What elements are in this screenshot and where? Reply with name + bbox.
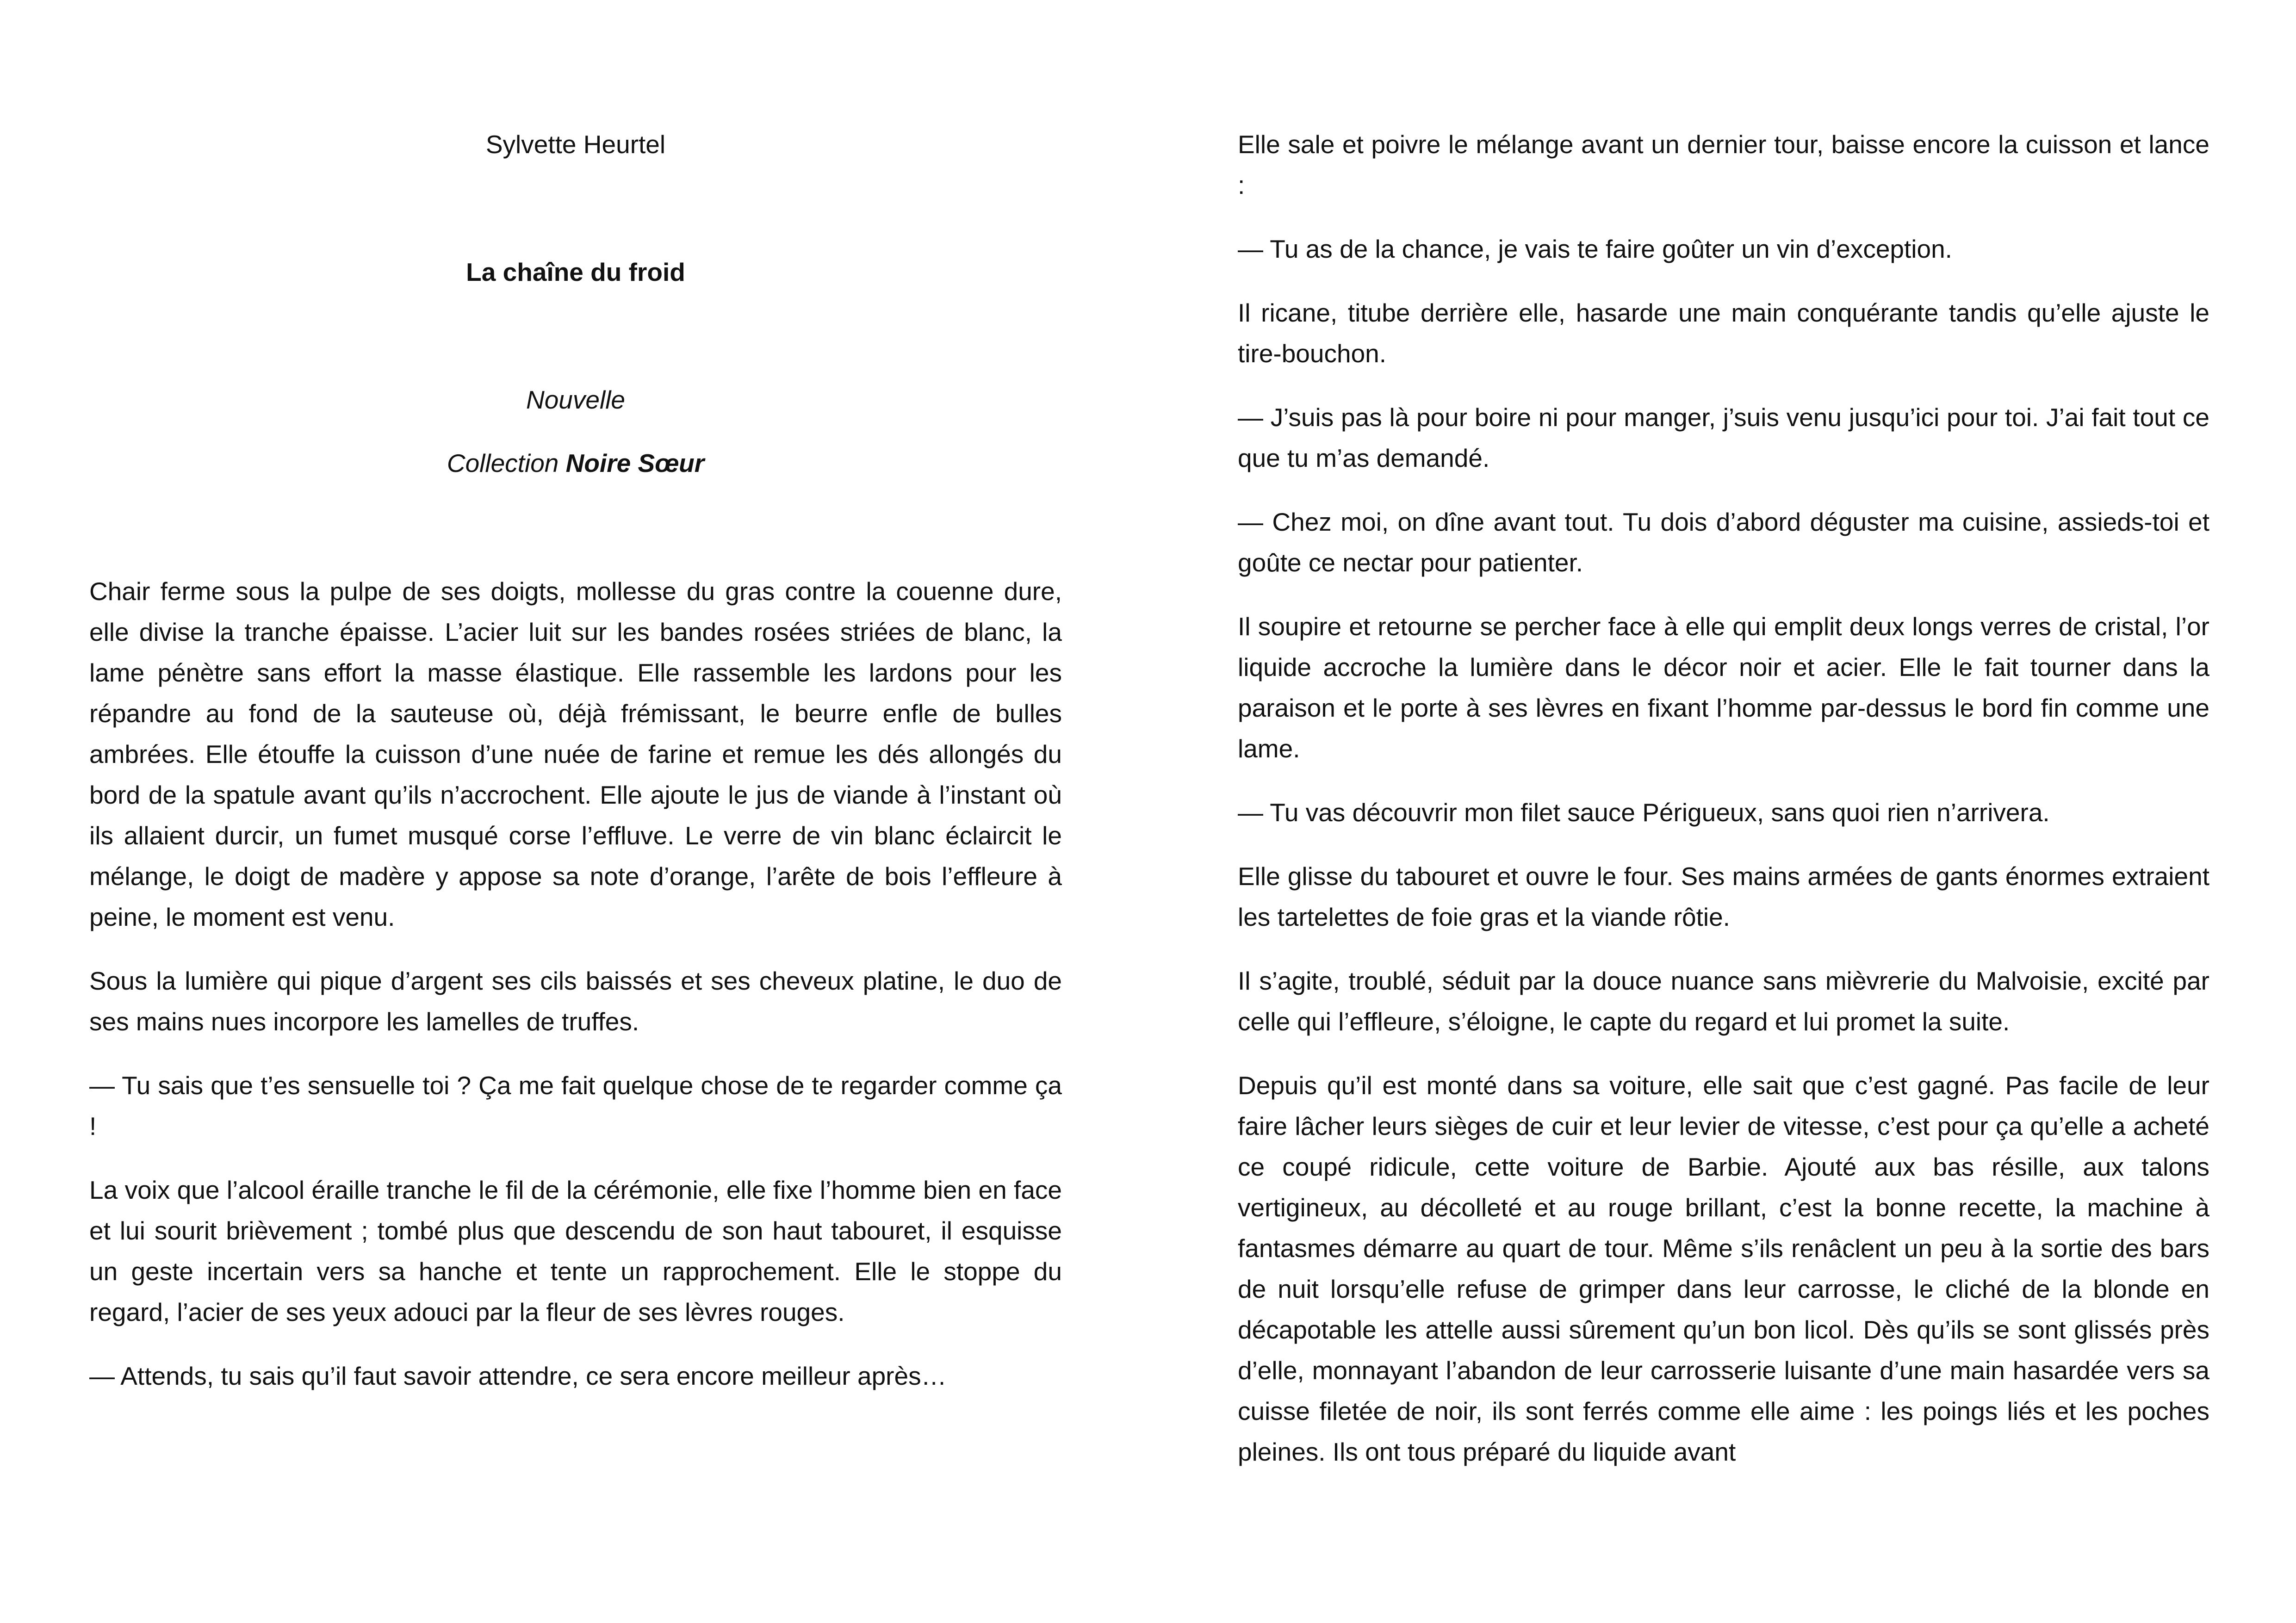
paragraph: Chair ferme sous la pulpe de ses doigts, mollesse du gras contre la couenne dure, elle divise la tranche épaisse. L’acier luit sur les bandes rosées striées de blanc, la lame pénètre sans effort la masse élastique. Elle rassemble les lardons pour les répandre au fond de la sauteuse où, déjà frémissant, le beurre enfle de bulles ambrées. Elle étouffe la cuisson d’une nuée de farine et remue les dés allongés du bord de la spatule avant qu’ils n’accrochent. Elle ajoute le jus de viande à l’instant où ils allaient durcir, un fumet musqué corse l’effluve. Le verre de vin blanc éclaircit le mélange, le doigt de madère y appose sa note d’orange, l’arête de bois l’effleure à peine, le moment est venu. [89,577,1062,931]
dialogue-line: — Attends, tu sais qu’il faut savoir attendre, ce sera encore meilleur après… [89,1362,947,1390]
paragraph: Sous la lumière qui pique d’argent ses cils baissés et ses cheveux platine, le duo de ses mains nues incorpore les lamelles de truffes. [89,966,1062,1036]
right-body-text [1238,124,2209,1472]
left-body-text [89,571,1062,1396]
author-name: Sylvette Heurtel [485,130,666,159]
paragraph: Il s’agite, troublé, séduit par la douce nuance sans mièvrerie du Malvoisie, excité par celle qui l’effleure, s’éloigne, le capte du regard et lui promet la suite. [1238,966,2209,1036]
paragraph: Elle sale et poivre le mélange avant un dernier tour, baisse encore la cuisson et lance : [1238,130,2209,199]
collection-line [89,443,1062,483]
right-page [1238,0,2209,1623]
dialogue-line: — Tu as de la chance, je vais te faire goûter un vin d’exception. [1238,235,1952,263]
collection-prefix: Collection [447,449,566,477]
dialogue-line: — Tu sais que t’es sensuelle toi ? Ça me fait quelque chose de te regarder comme ça ! [89,1071,1062,1140]
paragraph: Il ricane, titube derrière elle, hasarde une main conquérante tandis qu’elle ajuste le tire-bouchon. [1238,298,2209,368]
genre-label: Nouvelle [526,385,625,414]
dialogue-line: — Tu vas découvrir mon filet sauce Périgueux, sans quoi rien n’arrivera. [1238,798,2050,827]
left-page [89,0,1062,1623]
dialogue-line: — Chez moi, on dîne avant tout. Tu dois d’abord déguster ma cuisine, assieds-toi et goûte ce nectar pour patienter. [1238,508,2209,577]
paragraph: Il soupire et retourne se percher face à elle qui emplit deux longs verres de cristal, l’or liquide accroche la lumière dans le décor noir et acier. Elle le fait tourner dans la paraison et le porte à ses lèvres en fixant l’homme par-dessus le bord fin comme une lame. [1238,612,2209,763]
dialogue-line: — J’suis pas là pour boire ni pour manger, j’suis venu jusqu’ici pour toi. J’ai fait tout ce que tu m’as demandé. [1238,403,2209,472]
paragraph: Depuis qu’il est monté dans sa voiture, elle sait que c’est gagné. Pas facile de leur faire lâcher leurs sièges de cuir et leur levier de vitesse, c’est pour ça qu’elle a acheté ce coupé ridicule, cette voiture de Barbie. Ajouté aux bas résille, aux talons vertigineux, au décolleté et au rouge brillant, c’est la bonne recette, la machine à fantasmes démarre au quart de tour. Même s’ils renâclent un peu à la sortie des bars de nuit lorsqu’elle refuse de grimper dans leur carrosse, le cliché de la blonde en décapotable les attelle aussi sûrement qu’un bon licol. Dès qu’ils se sont glissés près d’elle, monnayant l’abandon de leur carrosserie luisante d’une main hasardée vers sa cuisse filetée de noir, ils sont ferrés comme elle aime : les poings liés et les poches pleines. Ils ont tous préparé du liquide avant [1238,1071,2209,1466]
paragraph: La voix que l’alcool éraille tranche le fil de la cérémonie, elle fixe l’homme bien en face et lui sourit brièvement ; tombé plus que descendu de son haut tabouret, il esquisse un geste incertain vers sa hanche et tente un rapprochement. Elle le stoppe du regard, l’acier de ses yeux adouci par la fleur de ses lèvres rouges. [89,1176,1062,1326]
paragraph: Elle glisse du tabouret et ouvre le four. Ses mains armées de gants énormes extraient les tartelettes de foie gras et la viande rôtie. [1238,862,2209,931]
collection-name: Noire Sœur [565,449,705,477]
story-title: La chaîne du froid [466,258,685,286]
